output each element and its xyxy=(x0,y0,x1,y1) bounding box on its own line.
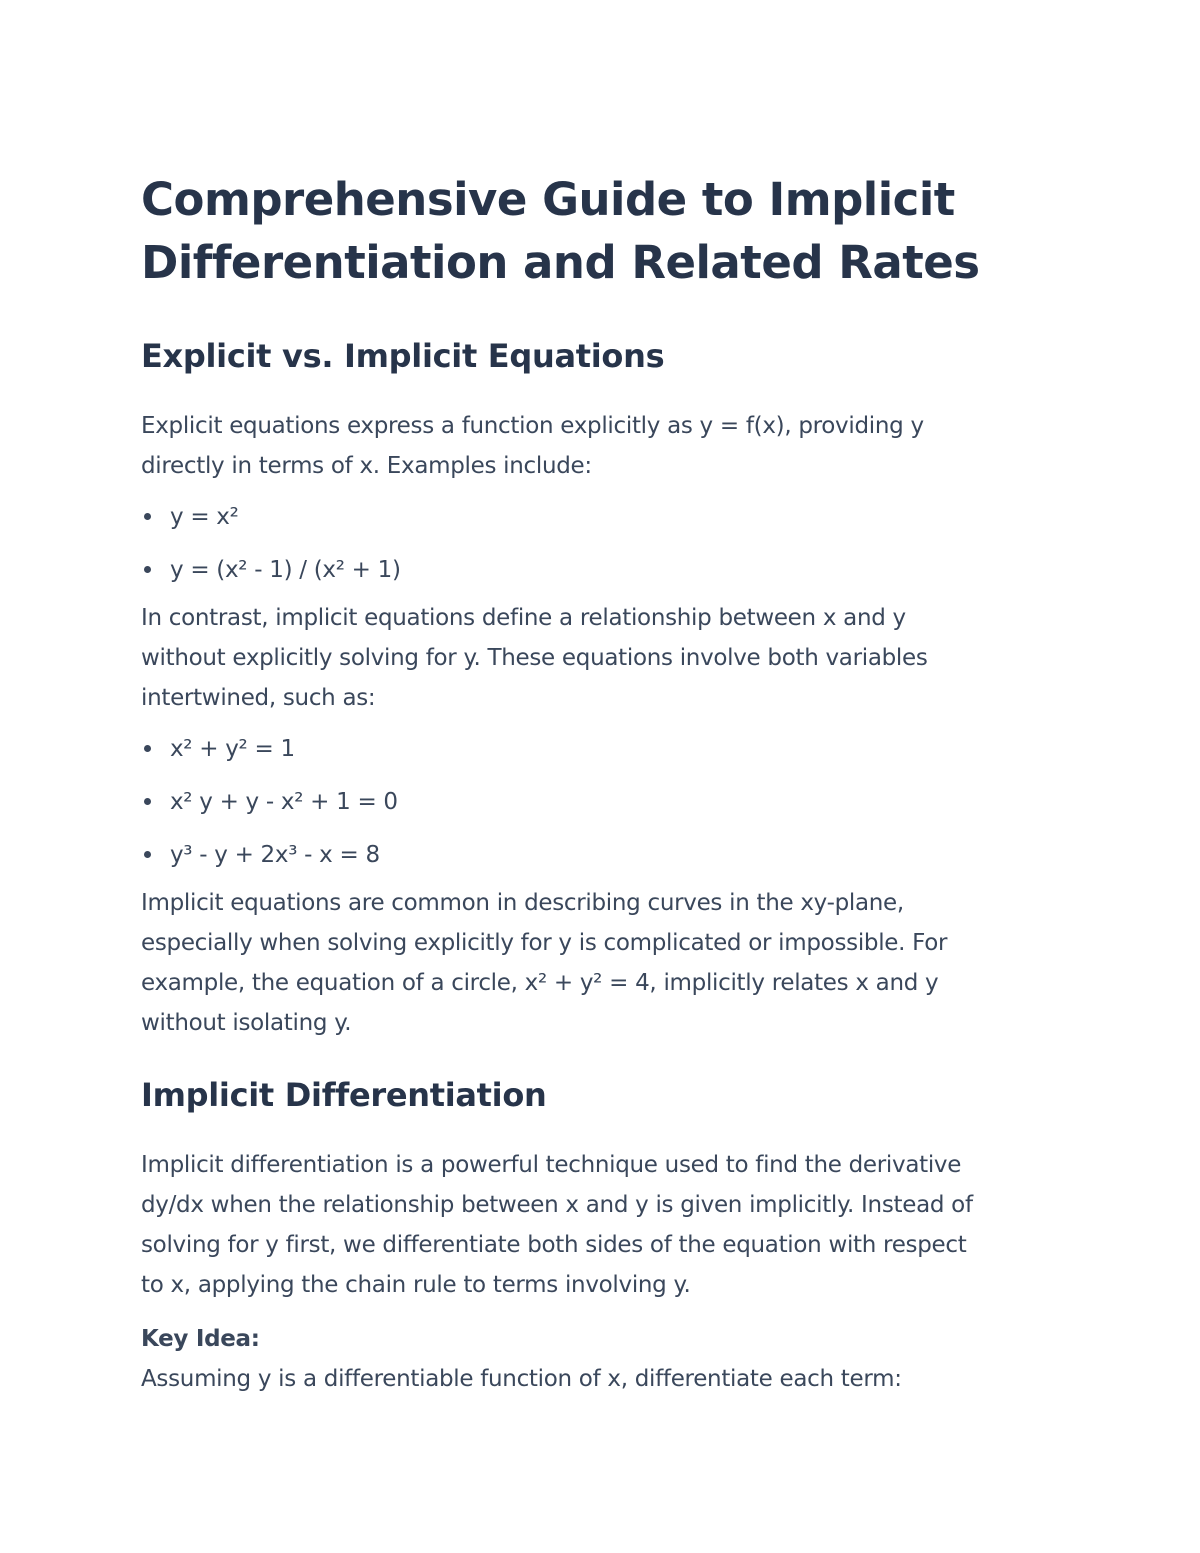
list-item xyxy=(141,722,1061,775)
key-idea-text: Assuming y is a differentiable function of x, differentiate each term: xyxy=(141,1366,902,1392)
list-item-text: y³ - y + 2x³ - x = 8 xyxy=(170,841,380,868)
section-heading-implicit-differentiation: Implicit Differentiation xyxy=(141,1076,547,1114)
key-idea-label: Key Idea: xyxy=(141,1326,260,1352)
document-page xyxy=(141,168,1061,1399)
list-item-text: y = (x² - 1) / (x² + 1) xyxy=(170,556,401,583)
list-item-text: x² y + y - x² + 1 = 0 xyxy=(170,788,398,815)
title-line-1: Comprehensive Guide to Implicit xyxy=(141,173,955,226)
paragraph-line: example, the equation of a circle, x² + y² = 4, implicitly relates x and y xyxy=(141,970,939,996)
paragraph-line: In contrast, implicit equations define a relationship between x and y xyxy=(141,605,906,631)
bullet-icon xyxy=(144,798,151,805)
list-item-text: y = x² xyxy=(170,503,239,530)
paragraph-line: to x, applying the chain rule to terms involving y. xyxy=(141,1272,691,1298)
section-heading-explicit-vs-implicit: Explicit vs. Implicit Equations xyxy=(141,337,665,375)
list-item xyxy=(141,490,1061,543)
explicit-intro-paragraph xyxy=(141,406,1061,486)
paragraph-line: Implicit equations are common in describing curves in the xy-plane, xyxy=(141,890,904,916)
document-title xyxy=(141,168,1061,294)
list-item xyxy=(141,775,1061,828)
paragraph-line: intertwined, such as: xyxy=(141,685,376,711)
implicit-curves-paragraph xyxy=(141,883,1061,1043)
paragraph-line: Explicit equations express a function explicitly as y = f(x), providing y xyxy=(141,413,924,439)
bullet-icon xyxy=(144,851,151,858)
list-item xyxy=(141,543,1061,596)
explicit-examples-list xyxy=(141,490,1061,596)
implicit-differentiation-paragraph xyxy=(141,1145,1061,1305)
paragraph-line: without isolating y. xyxy=(141,1010,352,1036)
implicit-contrast-paragraph xyxy=(141,598,1061,718)
implicit-examples-list xyxy=(141,722,1061,881)
paragraph-line: especially when solving explicitly for y is complicated or impossible. For xyxy=(141,930,948,956)
paragraph-line: dy/dx when the relationship between x and y is given implicitly. Instead of xyxy=(141,1192,973,1218)
bullet-icon xyxy=(144,745,151,752)
bullet-icon xyxy=(144,566,151,573)
paragraph-line: without explicitly solving for y. These equations involve both variables xyxy=(141,645,928,671)
list-item-text: x² + y² = 1 xyxy=(170,735,295,762)
paragraph-line: directly in terms of x. Examples include: xyxy=(141,453,592,479)
title-line-2: Differentiation and Related Rates xyxy=(141,236,980,289)
paragraph-line: solving for y first, we differentiate both sides of the equation with respect xyxy=(141,1232,967,1258)
list-item xyxy=(141,828,1061,881)
bullet-icon xyxy=(144,513,151,520)
paragraph-line: Implicit differentiation is a powerful technique used to find the derivative xyxy=(141,1152,962,1178)
